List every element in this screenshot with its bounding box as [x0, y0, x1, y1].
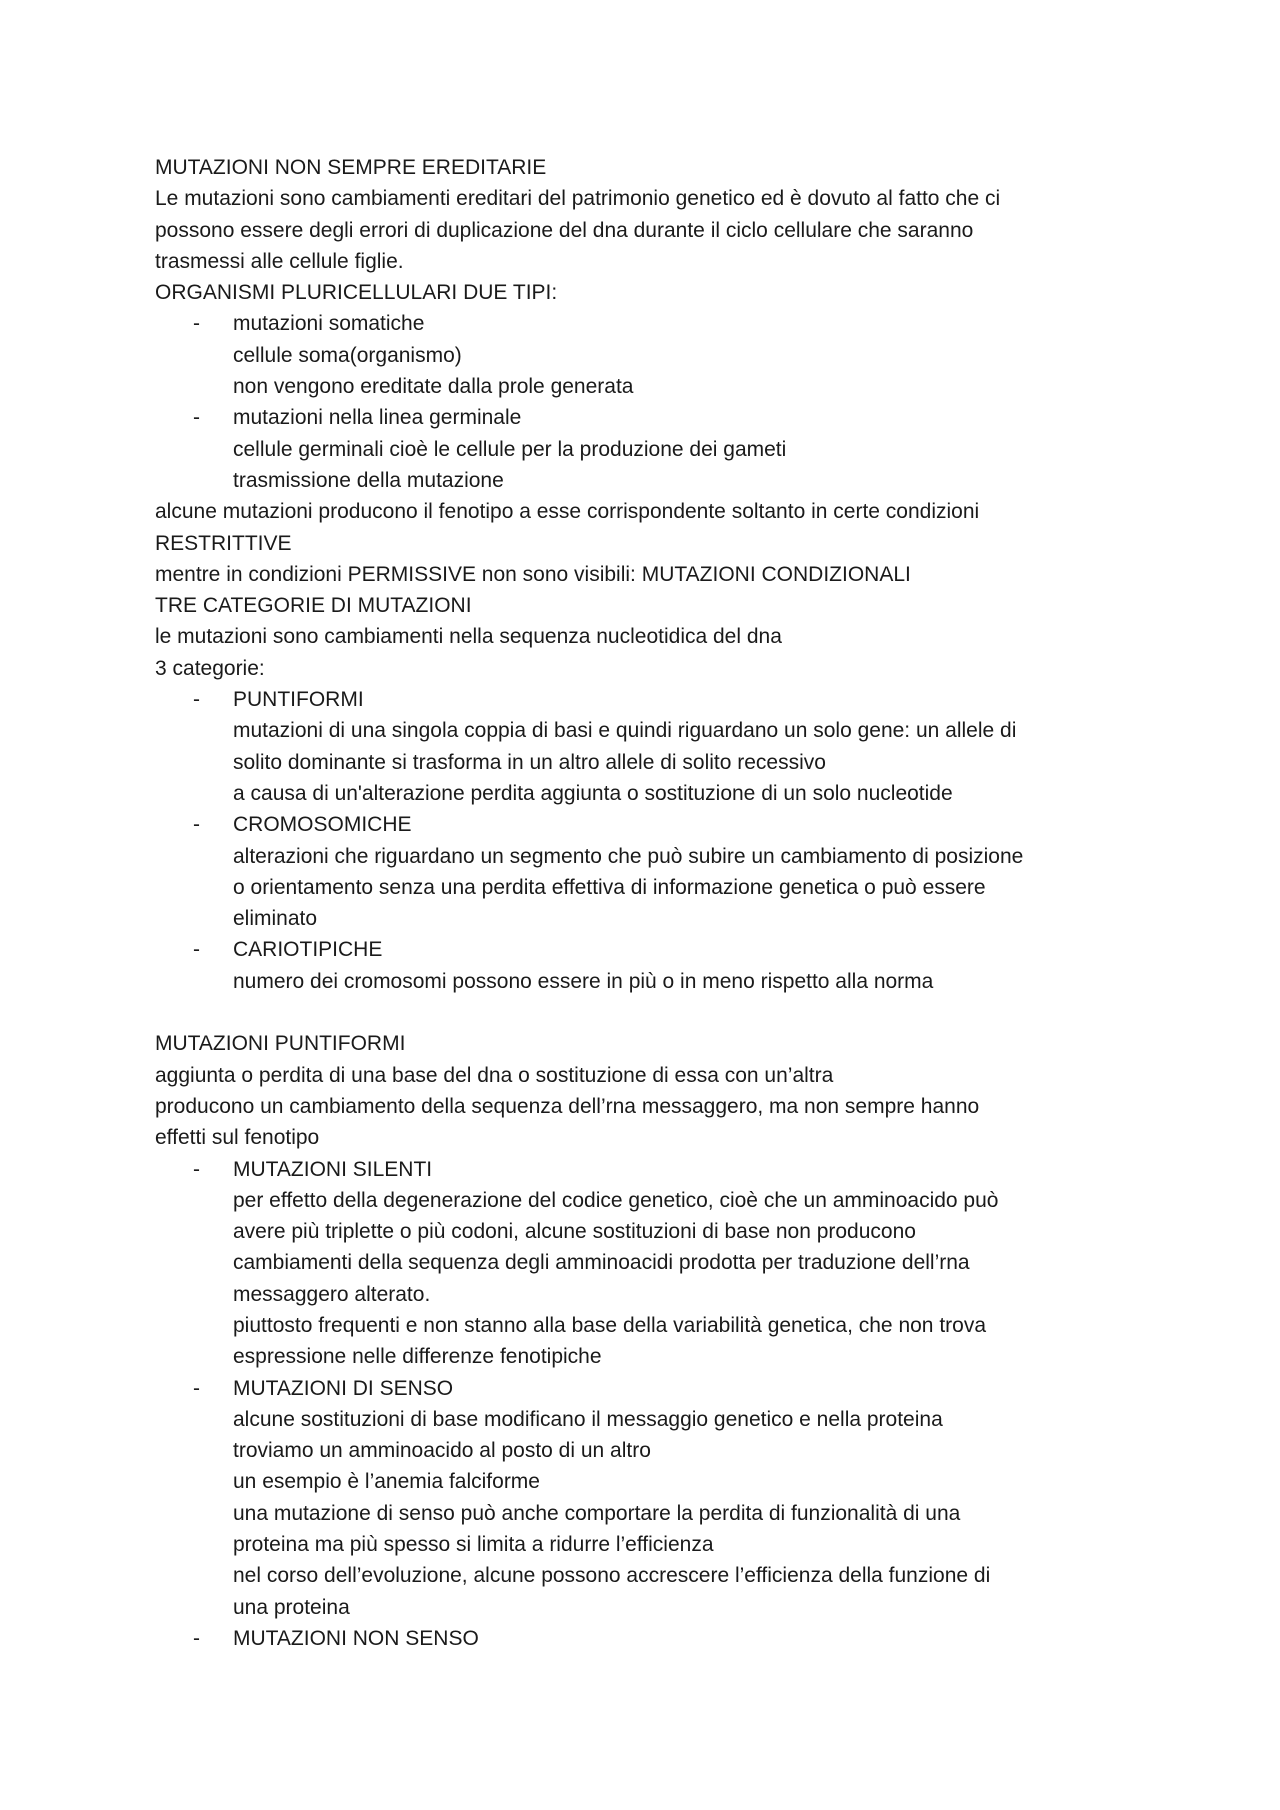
- category-heading: CROMOSOMICHE: [233, 813, 412, 837]
- bullet-dash: -: [193, 688, 200, 712]
- bullet-dash: -: [193, 938, 200, 962]
- list-item-heading: MUTAZIONI DI SENSO: [233, 1376, 454, 1400]
- list-item-line: troviamo un amminoacido al posto di un altro: [233, 1439, 651, 1463]
- list-item: [155, 1373, 1155, 1623]
- bullet-dash: -: [193, 1157, 200, 1181]
- list-item-heading: MUTAZIONI SILENTI: [233, 1157, 433, 1181]
- category-line: mutazioni di una singola coppia di basi e quindi riguardano un solo gene: un allele di: [233, 719, 1017, 743]
- paragraph-line: producono un cambiamento della sequenza dell’rna messaggero, ma non sempre hanno: [155, 1094, 980, 1118]
- list-item-line: piuttosto frequenti e non stanno alla base della variabilità genetica, che non trova: [233, 1313, 987, 1337]
- category-line: a causa di un'alterazione perdita aggiunta o sostituzione di un solo nucleotide: [233, 781, 953, 805]
- list-item-line: un esempio è l’anemia falciforme: [233, 1470, 540, 1494]
- list-item-line: alcune sostituzioni di base modificano il messaggio genetico e nella proteina: [233, 1407, 943, 1431]
- paragraph-line: mentre in condizioni PERMISSIVE non sono visibili: MUTAZIONI CONDIZIONALI: [155, 562, 911, 586]
- paragraph-gap: [155, 997, 1155, 1028]
- category-heading: PUNTIFORMI: [233, 688, 364, 712]
- paragraph-line: 3 categorie:: [155, 656, 265, 680]
- list-item-heading: mutazioni somatiche: [233, 312, 425, 336]
- category-heading: CARIOTIPICHE: [233, 938, 383, 962]
- paragraph-line: effetti sul fenotipo: [155, 1126, 320, 1150]
- list-item-line: una mutazione di senso può anche comportare la perdita di funzionalità di una: [233, 1501, 961, 1525]
- list-item-line: messaggero alterato.: [233, 1282, 431, 1306]
- list-item: [155, 308, 1155, 402]
- category-item: [155, 684, 1155, 809]
- list-item-line: espressione nelle differenze fenotipiche: [233, 1345, 602, 1369]
- list-item-line: nel corso dell’evoluzione, alcune possono accrescere l’efficienza della funzione di: [233, 1564, 991, 1588]
- section-subtitle: TRE CATEGORIE DI MUTAZIONI: [155, 594, 472, 618]
- paragraph-line: le mutazioni sono cambiamenti nella sequenza nucleotidica del dna: [155, 625, 782, 649]
- section-title: MUTAZIONI PUNTIFORMI: [155, 1032, 406, 1056]
- category-item: [155, 934, 1155, 997]
- paragraph-line: trasmessi alle cellule figlie.: [155, 249, 404, 273]
- list-item-line: avere più triplette o più codoni, alcune sostituzioni di base non producono: [233, 1220, 916, 1244]
- list-item: [155, 402, 1155, 496]
- category-line: eliminato: [233, 907, 318, 931]
- bullet-dash: -: [193, 1626, 200, 1650]
- bullet-dash: -: [193, 406, 200, 430]
- list-item: [155, 1154, 1155, 1373]
- paragraph-line: alcune mutazioni producono il fenotipo a esse corrispondente soltanto in certe condizioni: [155, 500, 980, 524]
- list-item-heading: MUTAZIONI NON SENSO: [233, 1626, 479, 1650]
- list-item-line: cellule germinali cioè le cellule per la produzione dei gameti: [233, 437, 787, 461]
- category-line: numero dei cromosomi possono essere in più o in meno rispetto alla norma: [233, 969, 934, 993]
- list-item-line: proteina ma più spesso si limita a ridurre l’efficienza: [233, 1533, 714, 1557]
- category-line: o orientamento senza una perdita effettiva di informazione genetica o può essere: [233, 875, 986, 899]
- category-line: alterazioni che riguardano un segmento che può subire un cambiamento di posizione: [233, 844, 1024, 868]
- bullet-dash: -: [193, 1376, 200, 1400]
- paragraph-line: RESTRITTIVE: [155, 531, 292, 555]
- category-item: [155, 809, 1155, 934]
- paragraph-line: aggiunta o perdita di una base del dna o sostituzione di essa con un’altra: [155, 1063, 834, 1087]
- list-item-line: per effetto della degenerazione del codice genetico, cioè che un amminoacido può: [233, 1188, 999, 1212]
- category-line: solito dominante si trasforma in un altro allele di solito recessivo: [233, 750, 826, 774]
- paragraph-line: Le mutazioni sono cambiamenti ereditari del patrimonio genetico ed è dovuto al fatto che ci: [155, 187, 1001, 211]
- list-item-line: cellule soma(organismo): [233, 343, 462, 367]
- list-item: [155, 1623, 1155, 1654]
- list-item-line: una proteina: [233, 1595, 350, 1619]
- list-item-line: cambiamenti della sequenza degli amminoacidi prodotta per traduzione dell’rna: [233, 1251, 970, 1275]
- document-page: [155, 152, 1155, 1654]
- bullet-dash: -: [193, 312, 200, 336]
- list-item-line: non vengono ereditate dalla prole generata: [233, 375, 634, 399]
- section-title: MUTAZIONI NON SEMPRE EREDITARIE: [155, 156, 547, 179]
- list-item-line: trasmissione della mutazione: [233, 468, 504, 492]
- paragraph-line: possono essere degli errori di duplicazione del dna durante il ciclo cellulare che saranno: [155, 218, 974, 242]
- list-item-heading: mutazioni nella linea germinale: [233, 406, 522, 430]
- bullet-dash: -: [193, 813, 200, 837]
- section-subtitle: ORGANISMI PLURICELLULARI DUE TIPI:: [155, 281, 558, 305]
